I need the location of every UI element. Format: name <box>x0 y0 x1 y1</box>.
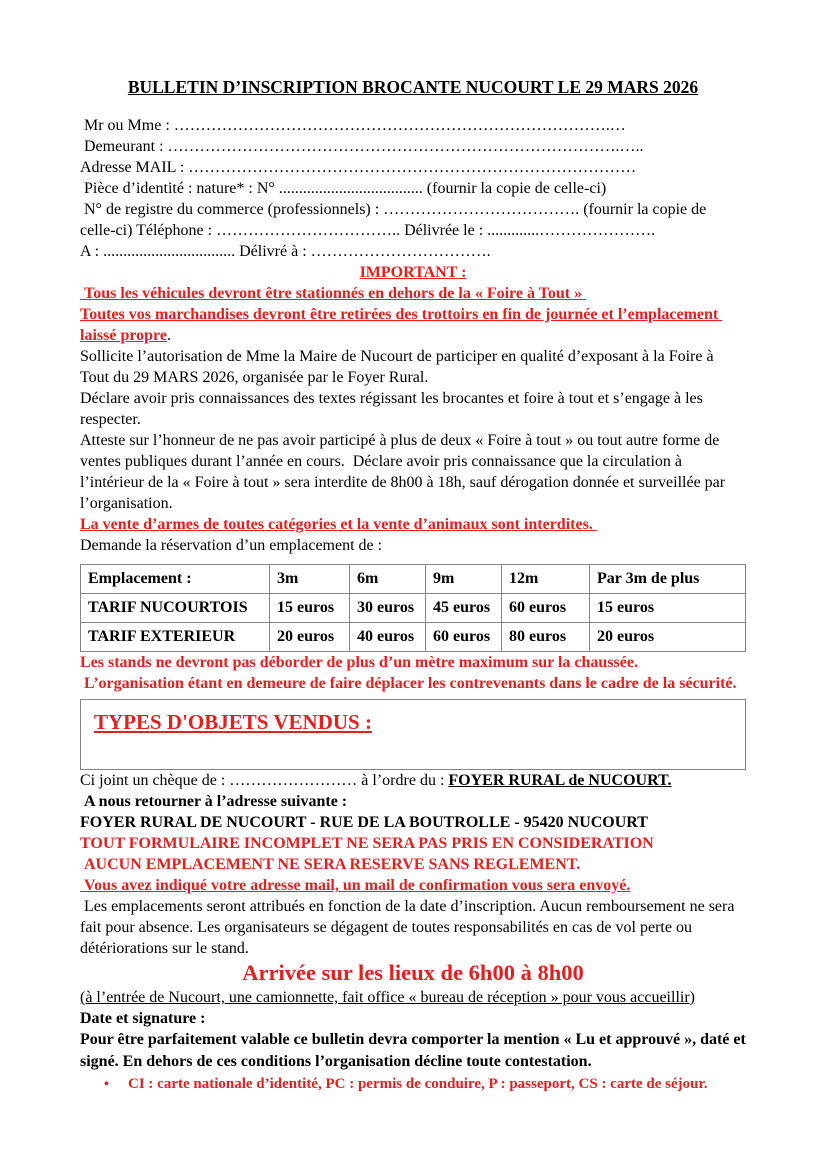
validity-paragraph: Pour être parfaitement valable ce bulletin devra comporter la mention « Lu et approuvé », daté et signé. En dehors de ces conditions l’organisation décline toute contestation. <box>80 1031 750 1070</box>
merchandise-rule-period: . <box>166 327 171 344</box>
field-line-id-document: Pièce d’identité : nature* : N° .................................... (fournir la copie de celle-ci) <box>80 180 607 197</box>
tarif-header-cell: Par 3m de plus <box>590 565 746 594</box>
field-line-phone-delivered: celle-ci) Téléphone : …………………………….. Délivrée le : .............…………………. <box>80 222 656 239</box>
identity-fields-section <box>80 115 746 262</box>
vehicles-rule-line: Tous les véhicules devront être stationnés en dehors de la « Foire à Tout » <box>80 285 587 302</box>
arrival-heading: Arrivée sur les lieux de 6h00 à 8h00 <box>242 960 584 985</box>
tarif-cell: 80 euros <box>502 623 590 652</box>
tarif-header-cell: 9m <box>426 565 502 594</box>
reception-note: (à l’entrée de Nucourt, une camionnette, fait office « bureau de réception » pour vous accueillir) <box>80 989 695 1006</box>
important-section <box>80 262 746 556</box>
bullet-icon: • <box>104 1077 109 1092</box>
important-heading: IMPORTANT : <box>359 264 467 281</box>
incomplete-form-warning: TOUT FORMULAIRE INCOMPLET NE SERA PAS PRIS EN CONSIDERATION <box>80 835 654 852</box>
tarif-cell: 40 euros <box>350 623 426 652</box>
tarif-table-row-nucourtois <box>81 594 746 623</box>
objects-sold-box <box>80 699 746 770</box>
id-legend-row <box>80 1074 746 1095</box>
tarif-cell: 20 euros <box>590 623 746 652</box>
cheque-line: Ci joint un chèque de : …………………… à l’ordre du : FOYER RURAL de NUCOURT. <box>80 772 672 789</box>
tarif-table <box>80 564 746 652</box>
reservation-request-line: Demande la réservation d’un emplacement de : <box>80 537 383 554</box>
authorization-paragraph: Sollicite l’autorisation de Mme la Maire de Nucourt de participer en qualité d’exposant à la Foire à Tout du 29 MARS 2026, organisée par le Foyer Rural. <box>80 348 718 386</box>
return-address: FOYER RURAL DE NUCOURT - RUE DE LA BOUTROLLE - 95420 NUCOURT <box>80 814 648 831</box>
mail-confirmation-note: Vous avez indiqué votre adresse mail, un mail de confirmation vous sera envoyé. <box>80 877 631 894</box>
no-payment-warning: AUCUN EMPLACEMENT NE SERA RESERVE SANS REGLEMENT. <box>80 856 581 873</box>
tarif-header-cell: 3m <box>270 565 350 594</box>
payment-section <box>80 770 746 896</box>
tarif-table-header-row <box>81 565 746 594</box>
declaration-paragraph: Déclare avoir pris connaissances des textes régissant les brocantes et foire à tout et s’engage à les respecter. <box>80 390 707 428</box>
tarif-cell: 60 euros <box>426 623 502 652</box>
page-title: BULLETIN D’INSCRIPTION BROCANTE NUCOURT LE 29 MARS 2026 <box>127 77 699 97</box>
tarif-header-cell: 6m <box>350 565 426 594</box>
stands-rules-section <box>80 652 746 694</box>
tarif-cell: 20 euros <box>270 623 350 652</box>
tarif-cell: 15 euros <box>270 594 350 623</box>
tarif-cell: 45 euros <box>426 594 502 623</box>
attestation-paragraph: Atteste sur l’honneur de ne pas avoir participé à plus de deux « Foire à tout » ou tout autre forme de ventes publiques durant l’année en cours. Déclare avoir pris connaissance que la circulation à l’intérieur de la « Foire à tout » sera interdite de 8h00 à 18h, sauf dérogation donnée et surveillée par l’organisation. <box>80 432 730 512</box>
field-line-address: Demeurant : ………………………………………………………………………….….. <box>80 138 644 155</box>
tarif-header-cell: 12m <box>502 565 590 594</box>
tarif-cell: 15 euros <box>590 594 746 623</box>
tarif-cell: TARIF EXTERIEUR <box>81 623 270 652</box>
cheque-payee: FOYER RURAL de NUCOURT. <box>448 772 672 789</box>
field-line-name: Mr ou Mme : ……………………………………………………………………….… <box>80 117 626 134</box>
weapons-rule-line: La vente d’armes de toutes catégories et la vente d’animaux sont interdites. <box>80 516 597 533</box>
tarif-header-cell: Emplacement : <box>81 565 270 594</box>
tarif-cell: 60 euros <box>502 594 590 623</box>
objects-sold-label: TYPES D'OBJETS VENDUS : <box>94 710 372 734</box>
date-signature-label: Date et signature : <box>80 1010 206 1027</box>
return-address-label: A nous retourner à l’adresse suivante : <box>80 793 348 810</box>
stands-rule-line1: Les stands ne devront pas déborder de plus d’un mètre maximum sur la chaussée. <box>80 654 638 671</box>
tarif-cell: 30 euros <box>350 594 426 623</box>
terms-section <box>80 896 750 1095</box>
tarif-table-row-exterieur <box>81 623 746 652</box>
id-legend-text: CI : carte nationale d’identité, PC : permis de conduire, P : passeport, CS : carte de séjour. <box>128 1076 708 1092</box>
merchandise-rule-line: Toutes vos marchandises devront être retirées des trottoirs en fin de journée et l’emplacement laissé propre. <box>80 306 723 344</box>
allocation-paragraph: Les emplacements seront attribués en fonction de la date d’inscription. Aucun remboursement ne sera fait pour absence. Les organisateurs se dégagent de toutes responsabilités en cas de vol perte ou détériorations sur le stand. <box>80 898 739 957</box>
stands-rule-line2: L’organisation étant en demeure de faire déplacer les contrevenants dans le cadre de la sécurité. <box>80 675 737 692</box>
field-line-commerce-register: N° de registre du commerce (professionnels) : ………………………………. (fournir la copie de <box>80 201 707 218</box>
field-line-email: Adresse MAIL : ………………………………………………………………………… <box>80 159 637 176</box>
tarif-cell: TARIF NUCOURTOIS <box>81 594 270 623</box>
field-line-delivered-at: A : ................................. Délivré à : ……………………………. <box>80 243 491 260</box>
